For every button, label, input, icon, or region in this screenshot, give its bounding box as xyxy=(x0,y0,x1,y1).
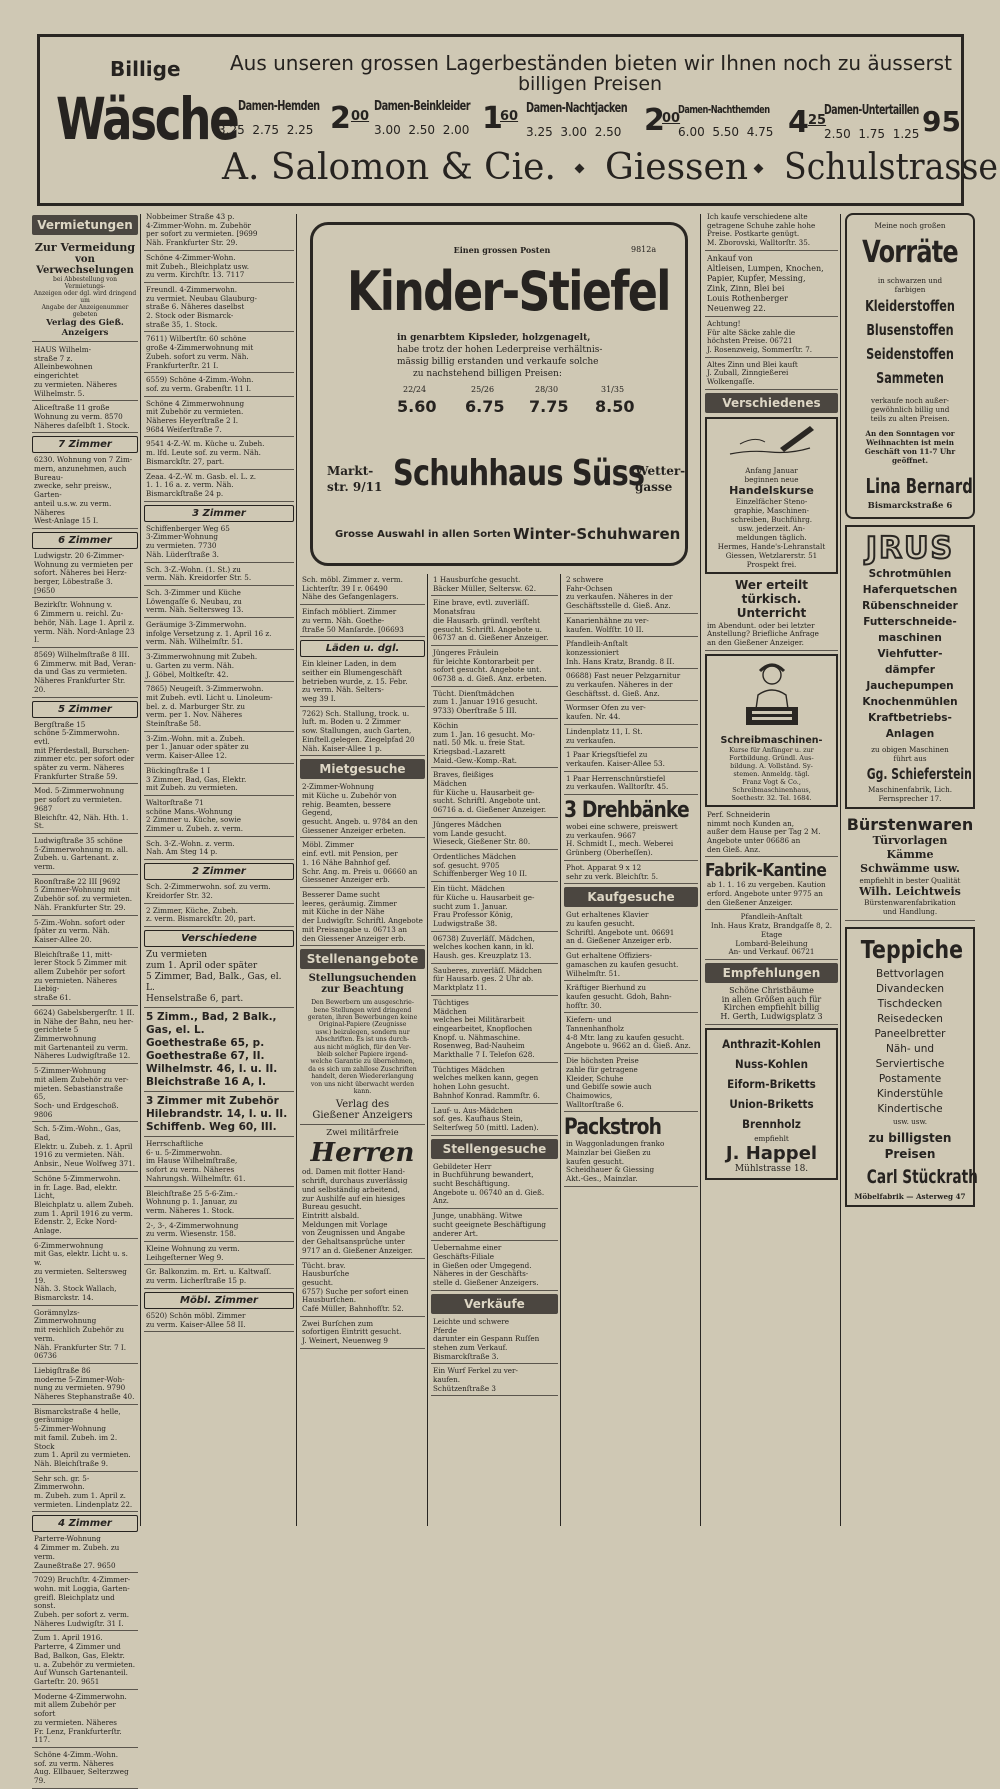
ad-c2-3: Freundl. 4-Zimmerwohn. zu vermiet. Neubau Glauburg- straße 6. Näheres daselbst 2. Stock oder Bismarck- straße 35, 1. Stock. xyxy=(144,286,294,333)
bullet-2 xyxy=(754,164,764,174)
ad-3b-11: Sauberes, zuverläſſ. Mädchen für Hausarb. ges. 2 Uhr ab. Marktplatz 11. xyxy=(431,967,558,996)
ad-c4-b6: Die höchsten Preise zahle für getragene Kleider, Schuhe und Gebiſſe sowie auch Chaimowics, Walltorſtraße 6. xyxy=(564,1057,698,1112)
ad-sg-1: Gebildeter Herr in Buchführung bewandert, sucht Beschäftigung. Angebote u. 06740 an d. Gieß. Anz. xyxy=(431,1163,558,1210)
intro-title: Zur Vermeidung xyxy=(34,241,136,254)
typewriter-woman-icon xyxy=(710,659,835,731)
ad-c5-1: Ich kaufe verschiedene alte getragene Schuhe zahle hohe Preise. Postkarte genügt. M. Zborovski, Walltorſtr. 35. xyxy=(705,213,838,251)
ad-laden-1: Ein kleiner Laden, in dem seither ein Blumengeschäft betrieben wurde, z. 15. Febr. zu verm. Näh. Selters- weg 39 I. xyxy=(300,660,425,707)
ad-6-zimmer-3: 8569) Wilhelmſtraße 8 III. 6 Zimmerw. mit Bad, Veran- da und Gas zu vermieten. Näheres Frankfurter Str. 20. xyxy=(32,651,138,698)
ad-c5-achtung: Achtung! Für alte Säcke zahle die höchsten Preise. 06721 J. Rosenzweig, Sommerſtr. 7. xyxy=(705,320,838,358)
jrus-item-4: Futterschneide- maschinen xyxy=(863,616,957,644)
ad-4-zimmer-1: Parterre-Wohnung 4 Zimmer m. Zubeh. zu verm. Zauneßtraße 27. 9650 xyxy=(32,1535,138,1573)
leichtweis-sub: Bürstenwarenfabrikation und Handlung. xyxy=(864,898,956,916)
kinder-stiefel-ad xyxy=(310,222,688,566)
ad-3b-7: Jüngeres Mädchen vom Lande gesucht. Wieseck, Gießener Str. 80. xyxy=(431,821,558,850)
ad-c2-8: Zeaa. 4-Z.-W. m. Gasb. el. L. z. 1. 1. 16 a. z. verm. Näh. Bismarckſtraße 24 p. xyxy=(144,473,294,502)
column-4 xyxy=(564,576,698,1526)
kohlen-sub: empfiehlt xyxy=(754,1133,789,1143)
leichtweis-name: Wilh. Leichtweis xyxy=(859,885,961,898)
ad-4-zimmer-4: Moderne 4-Zimmerwohn. mit allem Zubehör per sofort zu vermieten. Näheres Fr. Lenz, Frankfurterſtr. 117. xyxy=(32,1693,138,1748)
christbaeume-ad: Schöne Christbäume in allen Größen auch für Kirchen empfiehlt billig H. Gerth, Ludwigsplatz 3 xyxy=(705,987,838,1025)
waesche-title: Wäsche xyxy=(56,85,238,153)
herren-text: od. Damen mit flotter Hand- schrift, durchaus zuverlässig und selbständig arbeitend, zur Aushilfe auf ein hiesiges Bureau gesucht. Eintritt alsbald. Meldungen mit Vorlage von Zeugnissen und Angabe der Gehaltsansprüche unter 9717 an d. Gießener Anzeiger. xyxy=(300,1168,425,1258)
ad-3b-13: Tüchtiges Mädchen welches melken kann, gegen hohen Lohn gesucht. Bahnhof Konrad. Rammſtr. 6. xyxy=(431,1066,558,1104)
ad-c5-zinn: Altes Zinn und Blei kauft J. Zuball, Zinngießerei Wolkengaſſe. xyxy=(705,361,838,390)
size-1: 22/24 xyxy=(403,385,427,394)
handelskurse-ad xyxy=(705,417,838,574)
stoff-1: Kleiderstoffen xyxy=(865,297,955,315)
section-stellenangebote: Stellenangebote xyxy=(300,949,425,969)
schreibmaschinen-ad xyxy=(705,654,838,807)
ad-3-zimmer-8: Bückingſtraße 1 I 3 Zimmer, Bad, Gas, Elektr. mit Zubeh. zu vermieten. xyxy=(144,767,294,796)
intro-subtitle: von Verwechselungen xyxy=(36,254,134,276)
ad-c4-8: 1 Paar Herrenschnürstiefel zu verkaufen. Walltorſtr. 45. xyxy=(564,775,698,795)
ad-c4-3: Pfandleih-Anſtalt konzessioniert Inh. Hans Kratz, Brandg. 8 II. xyxy=(564,640,698,669)
ad-5-zimmer-7: 6624) Gabelsbergerſtr. 1 II. in Nähe der Bahn, neu her- gerichtete 5 Zimmerwohnung mit Gartenanteil zu verm. Näheres Ludwigſtraße 12. xyxy=(32,1009,138,1064)
teppiche-ad xyxy=(845,927,978,1207)
section-kaufgesuche: Kaufgesuche xyxy=(564,887,698,907)
teppiche-usw: usw. usw. xyxy=(892,1117,928,1126)
drehbaenke-text: wobei eine schwere, preiswert zu verkaufen. 9667 H. Schmidt I., mech. Weberei Grünberg (Oberheſſen). xyxy=(564,823,698,861)
drehbaenke-title: 3 Drehbänke xyxy=(564,798,689,824)
firm-name: A. Salomon & Cie. xyxy=(222,147,556,188)
ad-c2-4: 7611) Wilbertſtr. 60 schöne große 4-Zimmerwohnung mit Zubeh. sofort zu verm. Näh. Frankfurterſtr. 21 I. xyxy=(144,335,294,373)
ad-3-zimmer-6: 7865) Neugeiſt. 3-Zimmerwohn. mit Zubeh. evtl. Licht u. Linoleum- bel. z. d. Marburger Str. zu verm. per 1. Nov. Näheres Steinſtraße 58. xyxy=(144,685,294,732)
buersten-items: Türvorlagen Kämme Schwämme usw. xyxy=(860,834,960,875)
ad-3b-1: 1 Hausburſche gesucht. Bäcker Müller, Seltersw. 62. xyxy=(431,576,558,596)
ad-miet-3: Besserer Dame sucht leeres, geräumig. Zimmer mit Küche in der Nähe der Ludwigſtr. Schriftl. Angebote mit Preisangabe u. 06713 an den Giessener Anzeiger erb. xyxy=(300,891,425,946)
section-mietgesuche: Mietgesuche xyxy=(300,759,425,779)
ad-c4-5: Wormser Ofen zu ver- kaufen. Nr. 44. xyxy=(564,704,698,724)
ad-5-zimmer-5: 5-Zim.-Wohn. sofort oder ſpäter zu verm. Näh. Kaiser-Allee 20. xyxy=(32,919,138,948)
ad-5b-4: Liebigſtraße 86 moderne 5-Zimmer-Woh- nung zu vermieten. 9790 Näheres Stephanstraße 40. xyxy=(32,1367,138,1405)
intro-text: bei Abbestellung von Vermietungs- Anzeigen oder dgl. wird dringend um Angabe der Anzeigenummer gebeten xyxy=(33,276,137,318)
section-verschiedenes: Verschiedenes xyxy=(705,393,838,413)
column-6 xyxy=(845,213,978,1525)
ad-c4-b1: Phot. Apparat 9 x 12 sehr zu verk. Bleichſtr. 5. xyxy=(564,864,698,884)
ad-2-zimmer-1: Sch. 2-Zimmerwohn. sof. zu verm. Kreidorfer Str. 32. xyxy=(144,883,294,903)
pfandleih-ad: Pfandleih-Anſtalt Inh. Haus Kratz, Brandgaſſe 8, 2. Etage Lombard-Beleihung An- und Verkauf. 06721 xyxy=(705,913,838,960)
ad-7-zimmer: 6230. Wohnung von 7 Zim- mern, anzunehmen, auch Bureau- zwecke, sehr preisw., Garten- anteil u.s.w. zu verm. Näheres West-Anlage 15 I. xyxy=(32,456,138,529)
jrus-item-6: Jauchepumpen xyxy=(866,680,954,692)
header-advertisement xyxy=(37,34,998,206)
ad-c5-ankauf: Ankauf von Altleisen, Lumpen, Knochen, Papier, Kupfer, Messing, Zink, Zinn, Blei bei Louis Rothenberger Neuenweg 22. xyxy=(705,254,838,317)
stoff-3: Seidenstoffen xyxy=(866,345,954,363)
ad-c2-6: Schöne 4 Zimmerwohnung mit Zubehör zu vermieten. Näheres Heyerſtraße 2 I. 9684 Weiſerſtraße 7. xyxy=(144,400,294,438)
ad-3-zimmer-5: 3-Zimmerwohnung mit Zubeh. u. Garten zu verm. Näh. J. Göbel, Moltkeſtr. 42. xyxy=(144,653,294,682)
schreib-text: Kurse für Anfänger u. zur Fortbildung. Gründl. Aus- bildung. A. Vollständ. Sy- stemen. Anmeldg. tägl. Franz Vogt & Co., Schreibmaschinenhaus, Soethestr. 32. Tel. 1684. xyxy=(729,745,814,802)
herren-pre: Zwei militärfreie xyxy=(326,1128,399,1139)
packstroh-title: Packstroh xyxy=(564,1115,662,1141)
column-rule xyxy=(560,574,561,1526)
price-item-5: Damen-Untertaillen 2.50 1.75 1.25 95 xyxy=(824,103,961,141)
ad-verschiedene-6: 2-, 3-, 4-Zimmerwohnung zu verm. Wiesenstr. 158. xyxy=(144,1222,294,1242)
ad-verschiedene-5: Bleichſtraße 25 5-6-Zim.- Wohnung p. 1. Januar, zu verm. Näheres 1. Stock. xyxy=(144,1190,294,1219)
ad-verschiedene-3: 3 Zimmer mit Zubehör Hilebrandstr. 14, I. u. II. Schiffenb. Weg 60, III. xyxy=(144,1095,294,1137)
ad-5-zimmer-3: Ludwigſtraße 35 schöne 5-Zimmerwohnung m. all. Zubeh. u. Gartenant. z. verm. xyxy=(32,837,138,875)
price-4: 8.50 xyxy=(595,397,635,416)
stoff-4: Sammeten xyxy=(876,369,944,387)
ad-text-4: zu nachstehend billigen Preisen: xyxy=(413,369,562,379)
stellung-publisher: Verlag des Gießener Anzeigers xyxy=(300,1099,425,1125)
billige-label: Billige xyxy=(110,57,181,81)
ad-3b-14: Lauf- u. Aus-Mädchen sof. ges. Kaufhaus Stein, Selterſweg 50 (mittl. Laden). xyxy=(431,1107,558,1136)
ad-3-zimmer-9: Waltorſtraße 71 schöne Mans.-Wohnung 2 Zimmer u. Küche, sowie Zimmer u. Zubeh. z. verm. xyxy=(144,799,294,837)
column-2 xyxy=(144,213,294,1525)
jrus-logo: JRUS xyxy=(865,531,955,566)
ad-3-zimmer-4: Geräumige 3-Zimmerwohn. infolge Versetzung z. 1. April 16 z. verm. Näh. Wilhelmſtr. 51. xyxy=(144,621,294,650)
ad-3a-1: Sch. möbl. Zimmer z. verm. Lichterſtr. 39 I r. 06490 Nähe des Gefangenlagers. xyxy=(300,576,425,605)
price-2: 6.75 xyxy=(465,397,505,416)
column-3a xyxy=(300,576,425,1526)
jrus-sub: zu obigen Maschinen führt aus xyxy=(871,745,949,763)
ad-3b-3: Jüngeres Fräulein für leichte Kontorarbeit per sofort gesucht. Angebote unt. 06738 a. d. Gieß. Anz. erbeten. xyxy=(431,649,558,687)
ad-miet-1: 2-Zimmer-Wohnung mit Küche u. Zubehör von rehig. Beamten, bessere Gegend, gesucht. Angeb. u. 9784 an den Giessener Anzeiger erbeten. xyxy=(300,783,425,838)
ad-3b-9: Ein tücht. Mädchen für Küche u. Hausarbeit ge- sucht zum 1. Januar. Frau Professor König, Ludwigstraße 38. xyxy=(431,885,558,932)
kohlen-ad xyxy=(705,1028,838,1180)
ad-5b-3: Gorämnylzs-Zimmerwohnung mit reichlich Zubehör zu verm. Näh. Frankfurter Str. 7 I. 06736 xyxy=(32,1309,138,1364)
shop-left-address: Markt- str. 9/11 xyxy=(327,464,383,494)
stueckrath-name: Carl Stückrath xyxy=(866,1166,978,1188)
price-3: 7.75 xyxy=(529,397,569,416)
lina-bernard: Lina Bernard xyxy=(865,474,973,498)
ad-verschiedene-8: Gr. Balkonzim. m. Ert. u. Kaltwaſſ. zu verm. Licherſtraße 15 p. xyxy=(144,1268,294,1288)
buersten-text: empfiehlt in bester Qualität xyxy=(859,876,961,885)
jrus-item-8: Kraftbetriebs- Anlagen xyxy=(868,712,952,740)
column-5 xyxy=(705,213,838,1525)
ad-alicestrasse: Aliceſtraße 11 große Wohnung zu verm. 8570 Näheres daſelbſt 1. Stock. xyxy=(32,404,138,433)
shop-right-address: Wetter- gasse xyxy=(635,464,686,494)
tagline-2: billigen Preisen xyxy=(517,73,663,95)
schreib-headline: Schreibmaschinen- xyxy=(720,734,823,746)
section-laeden: Läden u. dgl. xyxy=(300,640,425,657)
stoff-2: Blusenstoffen xyxy=(866,321,954,339)
handel-text: Einzelfächer Steno- graphie, Maschinen- schreiben, Buchführg. usw. jederzeit. An- meldungen täglich. Hermes, Hande's-Lehranstalt Giessen, Wetzlarerstr. 51 Prospekt frei. xyxy=(717,496,826,569)
price-item-3: Damen-Nachtjacken 3.25 3.00 2.50 2 00 xyxy=(526,101,681,139)
buersten-title: Bürstenwaren xyxy=(846,815,974,834)
kohlen-list: Anthrazit-Kohlen Nuss-Kohlen Eiform-Briketts Union-Briketts Brennholz xyxy=(722,1036,821,1131)
ad-text-3: mässig billig erstanden und verkaufe solche xyxy=(397,357,599,367)
ad-verschiedene-1: Zu vermieten zum 1. April oder später 5 Zimmer, Bad, Balk., Gas, el. L. Henselstraße 6, part. xyxy=(144,950,294,1008)
ad-3-zimmer-2: Sch. 3-Z.-Wohn. (1. St.) zu verm. Näh. Kreidorfer Str. 5. xyxy=(144,566,294,586)
stellung-title: Stellungsuchenden zur Beachtung xyxy=(308,973,417,996)
ad-6-zimmer-2: Bezirkſtr. Wohnung v. 6 Zimmern u. reichl. Zu- behör, Näh. Lage 1. April z. verm. Näh. Nord-Anlage 23 I. xyxy=(32,601,138,648)
jrus-item-2: Haferquetschen xyxy=(862,584,958,596)
ad-c4-6: Lindenplatz 11, I. St. zu verkaufen. xyxy=(564,728,698,748)
section-5-zimmer: 5 Zimmer xyxy=(32,701,138,718)
happel-address: Mühlstrasse 18. xyxy=(734,1163,809,1174)
ad-5-zimmer-6: Bleichſtraße 11, mitt- lerer Stock 5 Zimmer mit allem Zubehör per sofort zu vermieten. Näheres Liebig- straße 61. xyxy=(32,951,138,1006)
ad-3-zimmer-7: 3-Zim.-Wohn. mit a. Zubeh. per 1. Januar oder später zu verm. Kaiser-Allee 12. xyxy=(144,735,294,764)
ad-3a-bot-1: Tücht. brav. Hausburſche gesucht. 6757) Suche per sofort einen Hausburſchen. Café Müller, Bahnhofſtr. 52. xyxy=(300,1262,425,1317)
jrus-item-5: Viehfutter- dämpfer xyxy=(877,648,943,676)
kantine-title: Fabrik-Kantine xyxy=(705,860,827,882)
herren-title: Herren xyxy=(310,1138,415,1169)
ad-3b-2: Eine brave, evtl. zuverläſſ. Monatsfrau die Hausarb. gründl. verſteht gesucht. Schriftl. Angebote u. 06737 an d. Gießener Anzeiger. xyxy=(431,599,558,646)
ad-c4-1: 2 schwere Fahr-Ochsen zu verkaufen. Näheres in der Geschäftsstelle d. Gieß. Anz. xyxy=(564,576,698,614)
column-rule xyxy=(840,214,841,1526)
jrus-ad xyxy=(845,525,975,809)
ad-5b-5: Bismarckstraße 4 helle, geräumige 5-Zimmer-Wohnung mit famil. Zubeh. im 2. Stock zum 1. April zu vermieten. Näh. Bleichſtraße 9. xyxy=(32,1408,138,1472)
ad-3b-10: 06738) Zuverläſſ. Mädchen, welches kochen kann, in kl. Haush. ges. Kreuzplatz 13. xyxy=(431,935,558,964)
ad-top-line: Einen grossen Posten xyxy=(453,245,551,255)
ad-sg-2: Junge, unabhäng. Witwe sucht geeignete Beschäftigung anderer Art. xyxy=(431,1212,558,1241)
intro-publisher: Verlag des Gieß. Anzeigers xyxy=(32,318,138,342)
ad-5-zimmer-4: Roonſtraße 22 III [9692 5 Zimmer-Wohnung mit Zubehör sof. zu vermieten. Näh. Frankfurter Str. 29. xyxy=(32,878,138,916)
ad-code: 9812a xyxy=(631,245,657,254)
ad-5b-6: Sehr sch. gr. 5-Zimmerwohn. m. Zubeh. zum 1. April z. vermieten. Lindenplatz 22. xyxy=(32,1475,138,1513)
ad-3b-4: Tücht. Dienſtmädchen zum 1. Januar 1916 gesucht. 9733) Oberſtraße 5 III. xyxy=(431,690,558,719)
ad-5b-2: 6-Zimmerwohnung mit Gas, elektr. Licht u. s. w. zu vermieten. Seltersweg 19. Näh. 3. Stock Wallach, Bismarckstr. 14. xyxy=(32,1242,138,1306)
vor-sub: in schwarzen und farbigen xyxy=(877,276,943,294)
ad-3b-8: Ordentliches Mädchen sof. gesucht. 9705 Schiffenberger Weg 10 II. xyxy=(431,853,558,882)
jrus-item-7: Knochenmühlen xyxy=(862,696,958,708)
ad-bottom-a: Grosse Auswahl in allen Sorten xyxy=(335,529,511,540)
price-1: 5.60 xyxy=(397,397,437,416)
city-name: Giessen xyxy=(605,147,749,188)
ad-3-zimmer-1: Schiffenberger Weg 65 3-Zimmer-Wohnung zu vermieten. 7730 Näh. Lüderſtraße 3. xyxy=(144,525,294,563)
ad-3-zimmer-3: Sch. 3-Zimmer und Küche Löwengaſſe 6. Neubau, zu verm. Näh. Seltersweg 13. xyxy=(144,589,294,618)
column-rule xyxy=(140,214,141,1526)
schieferstein-address: Maschinenfabrik, Lich. Fernsprecher 17. xyxy=(867,785,952,803)
ad-5-zimmer-8: 5-Zimmer-Wohnung mit allem Zubehör zu ver- mieten. Sebastianstraße 65, Soch- und Erdgeschoß. 9806 xyxy=(32,1067,138,1122)
bullet-1 xyxy=(575,164,585,174)
ad-3b-6: Braves, fleißiges Mädchen für Küche u. Hausarbeit ge- sucht. Schriftl. Angebote unt. 06716 a. d. Gießener Anzeiger. xyxy=(431,771,558,818)
section-verkaeufe: Verkäufe xyxy=(431,1294,558,1314)
pen-writing-icon xyxy=(710,422,835,462)
ad-3b-5: Köchin zum 1. Jan. 16 gesucht. Mo- natl. 50 Mk. u. freie Stat. Kriegsbad.-Lazarett Maid.-Gew.-Komp.-Rat. xyxy=(431,722,558,769)
column-rule xyxy=(427,574,428,1526)
schieferstein-name: Gg. Schieferstein xyxy=(866,765,972,783)
handel-headline: Handelskurse xyxy=(729,483,814,497)
ad-sg-3: Uebernahme einer Geschäfts-Filiale in Gießen oder Umgegend. Näheres in der Geschäfts- stelle d. Gießener Anzeigers. xyxy=(431,1244,558,1291)
tagline-1: Aus unseren grossen Lagerbeständen bieten wir Ihnen noch zu äusserst xyxy=(230,51,952,75)
size-2: 25/26 xyxy=(471,385,495,394)
teppiche-title: Teppiche xyxy=(860,935,963,964)
ad-5-zimmer-1: Bergſtraße 15 schöne 5-Zimmerwohn. evtl. mit Pferdestall, Burschen- zimmer etc. per sofort oder später zu verm. Näheres Frankfurter Straße 59. xyxy=(32,721,138,785)
ad-moebl-1: 6520) Schön möbl. Zimmer zu verm. Kaiser-Allee 58 II. xyxy=(144,1312,294,1332)
ad-c2-1: Nobbeimer Straße 43 p. 4-Zimmer-Wohn. m. Zubehör per sofort zu vermieten. [9699 Näh. Frankfurter Str. 29. xyxy=(144,213,294,251)
ad-2-zimmer-2: 2 Zimmer, Küche, Zubeh. z. verm. Bismarckſtr. 20, part. xyxy=(144,907,294,927)
ad-c4-2: Kanarienhähne zu ver- kaufen. Wolfſtr. 10 II. xyxy=(564,617,698,637)
section-6-zimmer: 6 Zimmer xyxy=(32,532,138,549)
teppiche-items: Bettvorlagen Divandecken Tischdecken Reisedecken Paneelbretter Näh- und Serviertische Postamente Kinderstühle Kindertische xyxy=(874,968,946,1115)
packstroh-text: in Waggonladungen franko Mainzlar bei Gießen zu kaufen gesucht. Scheidhauer & Giessing Akt.-Ges., Mainzlar. xyxy=(564,1140,698,1187)
ad-haus: HAUS Wilhelm- straße 7 z. Alleinbewohnen eingerichtet zu vermieten. Näheres Wilhelmstr. 5. xyxy=(32,346,138,401)
column-rule xyxy=(700,214,701,1526)
jrus-item-1: Schrotmühlen xyxy=(868,568,952,580)
ad-verschiedene-7: Kleine Wohnung zu verm. Leihgeſterner Weg 9. xyxy=(144,1245,294,1265)
section-stellengesuche: Stellengesuche xyxy=(431,1139,558,1159)
section-empfehlungen: Empfehlungen xyxy=(705,963,838,983)
ad-6-zimmer-1: Ludwigstr. 20 6-Zimmer- Wohnung zu vermieten per sofort. Näheres bei Herz- berger, Löbestraße 3. [9650 xyxy=(32,552,138,599)
buersten-ad xyxy=(845,815,975,921)
column-1 xyxy=(32,213,138,1786)
street-name: Schulstrasse xyxy=(784,147,998,188)
ad-verschiedene-2: 5 Zimm., Bad, 2 Balk., Gas, el. L. Goethestraße 65, p. Goethestraße 67, II. Wilhelmstr. 46, I. u. II. Bleichstraße 16 A, I. xyxy=(144,1011,294,1092)
ad-5-zimmer-2: Mod. 5-Zimmerwohnung per sofort zu vermieten. 9687 Bleichſtr. 42, Näh. Hth. 1. St. xyxy=(32,787,138,834)
ad-c4-b5: Kiefern- und Tannenhanfholz 4-8 Mtr. lang zu kaufen gesucht. Angebote u. 9662 an d. Gieß. Anz. xyxy=(564,1016,698,1054)
price-item-2: Damen-Beinkleider 3.00 2.50 2.00 1 60 xyxy=(374,99,519,137)
tuerk-ad: Wer erteilt türkisch. Unterricht xyxy=(735,577,808,620)
vor-text: verkaufe noch außer- gewöhnlich billig und teils zu alten Preisen. xyxy=(870,396,950,423)
ad-c4-b4: Kräftiger Bierhund zu kaufen gesucht. Gdoh, Bahn- hofſtr. 30. xyxy=(564,984,698,1013)
ad-3a-bot-2: Zwei Burſchen zum sofortigen Eintritt gesucht. J. Weinert, Neuenweg 9 xyxy=(300,1320,425,1349)
tuerk-text: im Abendunt. oder bei letzter Anstellung? Briefliche Anfrage an den Gießener Anzeiger. xyxy=(705,622,838,651)
stellung-text: Den Bewerbern um ausgeschrie- bene Stellungen wird dringend geraten, ihren Bewerbungen keine Original-Papiere (Zeugnisse usw.) beizulegen, sondern nur Abschriften. Es ist uns durch- aus nicht möglich, für den Ver- bleib solcher Papiere irgend- welche Garantie zu übernehmen, da es sich um zahllose Zuschriften handelt, deren Wiedererlangung von uns nicht überwacht werden kann. xyxy=(307,999,418,1096)
ad-vk-1: Leichte und schwere Pferde darunter ein Gespann Ruſſen stehen zum Verkauf. Bismarckſtraße 3. xyxy=(431,1318,558,1365)
section-2-zimmer: 2 Zimmer xyxy=(144,863,294,880)
schneiderin-ad: Perf. Schneiderin nimmt noch Kunden an, außer dem Hause per Tag 2 M. Angebote unter 06686 an den Gieß. Anz. xyxy=(705,811,838,858)
ad-5-zimmer-9: Sch. 5-Zim.-Wohn., Gas, Bad, Elektr. u. Zubeh. z. 1. April 1916 zu vermieten. Näh. Anbsir., Neue Wolfweg 371. xyxy=(32,1125,138,1172)
section-verschiedene: Verschiedene xyxy=(144,930,294,947)
ad-c4-7: 1 Paar Kriegsſtiefel zu verkaufen. Kaiser-Allee 53. xyxy=(564,751,698,771)
ad-4-zimmer-2: 7029) Bruchſtr. 4-Zimmer- wohn. mit Loggia, Garten- greifl. Bleichplatz und sonst. Zubeh. per sofort z. verm. Näheres Ludwigſtr. 31 I. xyxy=(32,1576,138,1631)
ad-c2-2: Schöne 4-Zimmer-Wohn. mit Zubeh., Bleichplatz usw. zu verm. Kirchſtr. 13. 7117 xyxy=(144,254,294,283)
ad-vk-2: Ein Wurf Ferkel zu ver- kaufen. Schützenſtraße 3 xyxy=(431,1367,558,1396)
section-7-zimmer: 7 Zimmer xyxy=(32,436,138,453)
ad-3-zimmer-10: Sch. 3-Z.-Wohn. z. verm. Nah. Am Steg 14 p. xyxy=(144,840,294,860)
ad-4-zimmer-5: Schöne 4-Zimm.-Wohn. sof. zu verm. Näheres Aug. Ellbauer, Selterzweg 79. xyxy=(32,1751,138,1789)
section-4-zimmer: 4 Zimmer xyxy=(32,1515,138,1532)
ad-3b-12: Tüchtiges Mädchen welches bei Militärarbeit eingearbeitet, Knopflochen Knopf. u. Nähmaschine. Rosenweg, Bad-Nauheim Markthalle 7 I. Telefon 628. xyxy=(431,999,558,1063)
ad-miet-2: Möbl. Zimmer einf. evtl. mit Pension, per 1. 16 Nähe Bahnhof gef. Schr. Ang. m. Preis u. 06660 an Giessener Anzeiger erb. xyxy=(300,841,425,888)
stueckrath-address: Möbelfabrik — Asterweg 47 xyxy=(854,1192,966,1201)
size-3: 28/30 xyxy=(535,385,559,394)
vorraete-ad xyxy=(845,213,975,519)
ad-c2-5: 6559) Schöne 4-Zimm.-Wohn. sof. zu verm. Grabenſtr. 11 I. xyxy=(144,376,294,396)
ad-3a-2: Einfach möbliert. Zimmer zu verm. Näh. Goethe- ſtraße 50 Manſarde. [06693 xyxy=(300,608,425,637)
shop-name: Schuhhaus Süss xyxy=(393,453,645,494)
lina-address: Bismarckstraße 6 xyxy=(867,501,953,511)
section-3-zimmer: 3 Zimmer xyxy=(144,505,294,522)
section-moebl-zimmer: Möbl. Zimmer xyxy=(144,1292,294,1309)
vorraete-title: Vorräte xyxy=(862,235,958,270)
kinder-stiefel-headline: Kinder-Stiefel xyxy=(347,260,670,323)
section-vermietungen: Vermietungen xyxy=(32,215,138,235)
ad-4-zimmer-3: Zum 1. April 1916. Parterre, 4 Zimmer und Bad, Balkon, Gas, Elektr. u. a. Zubehör zu vermieten. Auf Wunsch Gartenanteil. Garteſtr. 20. 9651 xyxy=(32,1634,138,1689)
kantine-text: ab 1. 1. 16 zu vergeben. Kaution erford. Angebote unter 9775 an den Gießener Anzeiger. xyxy=(705,881,838,910)
size-4: 31/35 xyxy=(601,385,625,394)
price-item-1: Damen-Hemden 3.25 2.75 2.25 2 00 xyxy=(218,99,370,137)
ad-verschiedene-4: Herrschaftliche 6- u. 5-Zimmerwohn. im Hause Wilhelmſtraße, sofort zu verm. Näheres Nahrungsh. Wilhelmſtr. 61. xyxy=(144,1140,294,1187)
jrus-item-3: Rübenschneider xyxy=(862,600,958,612)
ad-text-2: habe trotz der hohen Lederpreise verhältnis- xyxy=(397,345,603,355)
teppiche-price: zu billigsten Preisen xyxy=(868,1131,952,1161)
column-3b xyxy=(431,576,558,1526)
ad-c4-4: 06688) Fast neuer Pelzgarnitur zu verkaufen. Näheres in der Geschäftsst. d. Gieß. Anz. xyxy=(564,672,698,701)
price-item-4: Damen-Nachthemden 6.00 5.50 4.75 4 25 xyxy=(678,103,827,140)
vor-top: Meine noch großen xyxy=(874,221,946,230)
vor-sunday: An den Sonntagen vor Weihnachten ist mein Geschäft von 11-7 Uhr geöffnet. xyxy=(864,429,956,465)
ad-5b-1: Schöne 5-Zimmerwohn. in fr. Lage. Bad, elektr. Licht, Bleichplatz u. allem Zubeh. zum 1. April 1916 zu verm. Edenstr. 2, Ecke Nord-Anlage. xyxy=(32,1175,138,1239)
ad-bottom-b: Winter-Schuhwaren xyxy=(513,525,681,543)
happel-name: J. Happel xyxy=(725,1142,818,1164)
ad-laden-2: 7262) Sch. Stallung, trock. u. luft. m. Boden u. 2 Zimmer sow. Stallungen, auch Garten, Einſtell.gelegen. Ziegelpfad 20 Näh. Kaiser-Allee 1 p. xyxy=(300,710,425,757)
ad-c2-7: 9541 4-Z.-W. m. Küche u. Zubeh. m. lfd. Leute sof. zu verm. Näh. Bismarckſtr. 27, part. xyxy=(144,440,294,469)
column-rule xyxy=(296,214,297,1526)
ad-c4-b2: Gut erhaltenes Klavier zu kaufen gesucht. Schriftl. Angebote unt. 06691 an d. Gießener Anzeiger erb. xyxy=(564,911,698,949)
ad-text-1: in genarbtem Kipsleder, holzgenagelt, xyxy=(397,333,591,343)
ad-c4-b3: Gut erhaltene Offiziers- gamaschen zu kaufen gesucht. Wilhelmſtr. 51. xyxy=(564,952,698,981)
handel-title: Anfang Januar beginnen neue xyxy=(744,465,799,484)
